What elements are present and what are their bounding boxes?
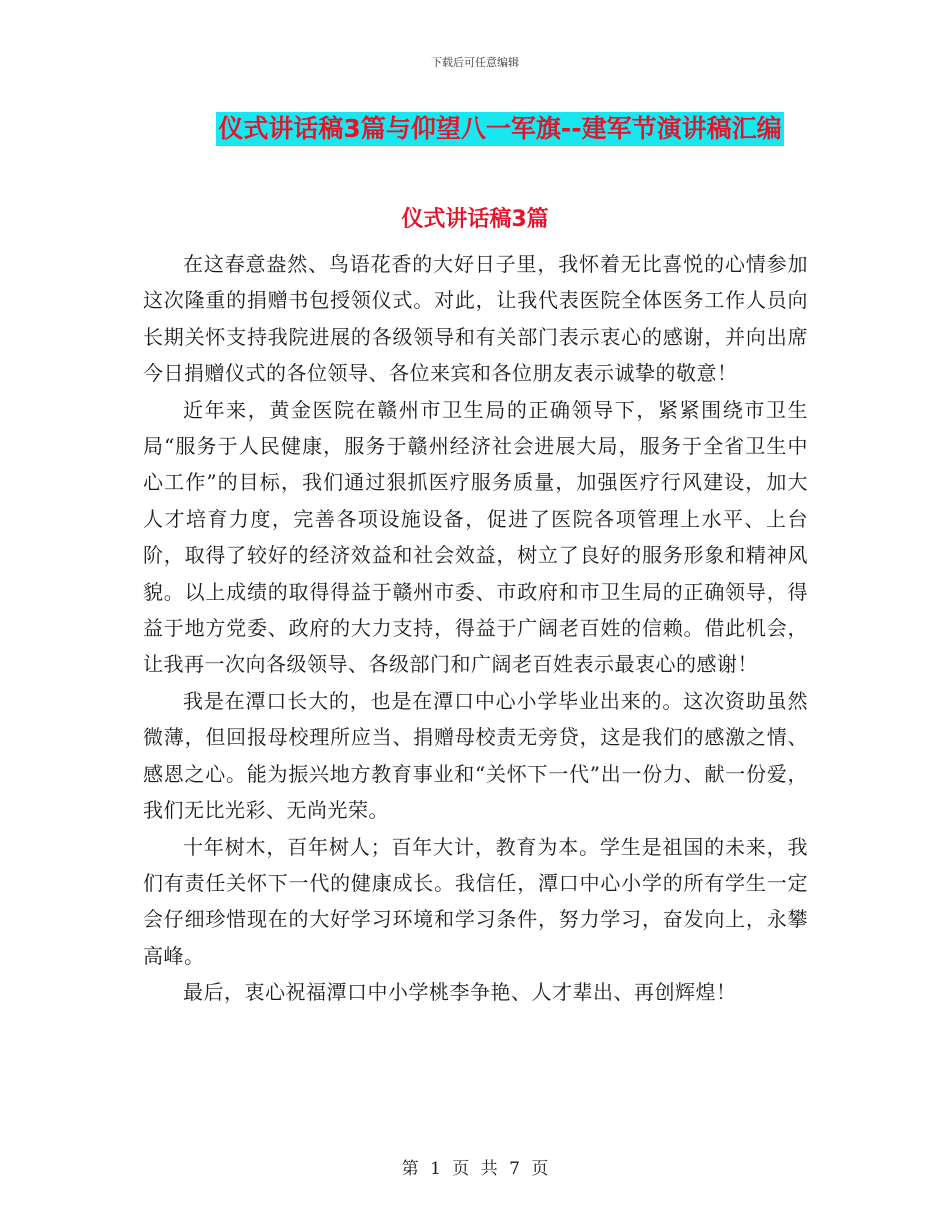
- paragraph: 近年来，黄金医院在赣州市卫生局的正确领导下，紧紧围绕市卫生局“服务于人民健康，服务于赣州经济社会进展大局，服务于全省卫生中心工作”的目标，我们通过狠抓医疗服务质量，加强医疗行风建设，加大人才培育力度，完善各项设施设备，促进了医院各项管理上水平、上台阶，取得了较好的经济效益和社会效益，树立了良好的服务形象和精神风貌。以上成绩的取得得益于赣州市委、市政府和市卫生局的正确领导，得益于地方党委、政府的大力支持，得益于广阔老百姓的信赖。借此机会，让我再一次向各级领导、各级部门和广阔老百姓表示最衷心的感谢！: [143, 397, 808, 677]
- paragraph: 我是在潭口长大的，也是在潭口中心小学毕业出来的。这次资助虽然微薄，但回报母校理所应当、捐赠母校责无旁贷，这是我们的感激之情、感恩之心。能为振兴地方教育事业和“关怀下一代”出一份力、献一份爱，我们无比光彩、无尚光荣。: [143, 688, 808, 823]
- main-title: 仪式讲话稿3篇与仰望八一军旗--建军节演讲稿汇编: [216, 112, 783, 146]
- page-number: 第 1 页 共 7 页: [401, 1159, 549, 1179]
- header-note: 下载后可任意编辑: [431, 56, 519, 69]
- paragraph: 在这春意盎然、鸟语花香的大好日子里，我怀着无比喜悦的心情参加这次隆重的捐赠书包授领仪式。对此，让我代表医院全体医务工作人员向长期关怀支持我院进展的各级领导和有关部门表示衷心的感谢，并向出席今日捐赠仪式的各位领导、各位来宾和各位朋友表示诚挚的敬意！: [143, 252, 808, 386]
- section-title: 仪式讲话稿3篇: [401, 207, 549, 232]
- paragraph: 最后，衷心祝福潭口中小学桃李争艳、人才辈出、再创辉煌！: [183, 980, 737, 1005]
- main-title-container: [0, 112, 950, 146]
- body-text: [143, 246, 808, 1011]
- paragraph: 十年树木，百年树人；百年大计，教育为本。学生是祖国的未来，我们有责任关怀下一代的健康成长。我信任，潭口中心小学的所有学生一定会仔细珍惜现在的大好学习环境和学习条件，努力学习，奋发向上，永攀高峰。: [143, 834, 808, 968]
